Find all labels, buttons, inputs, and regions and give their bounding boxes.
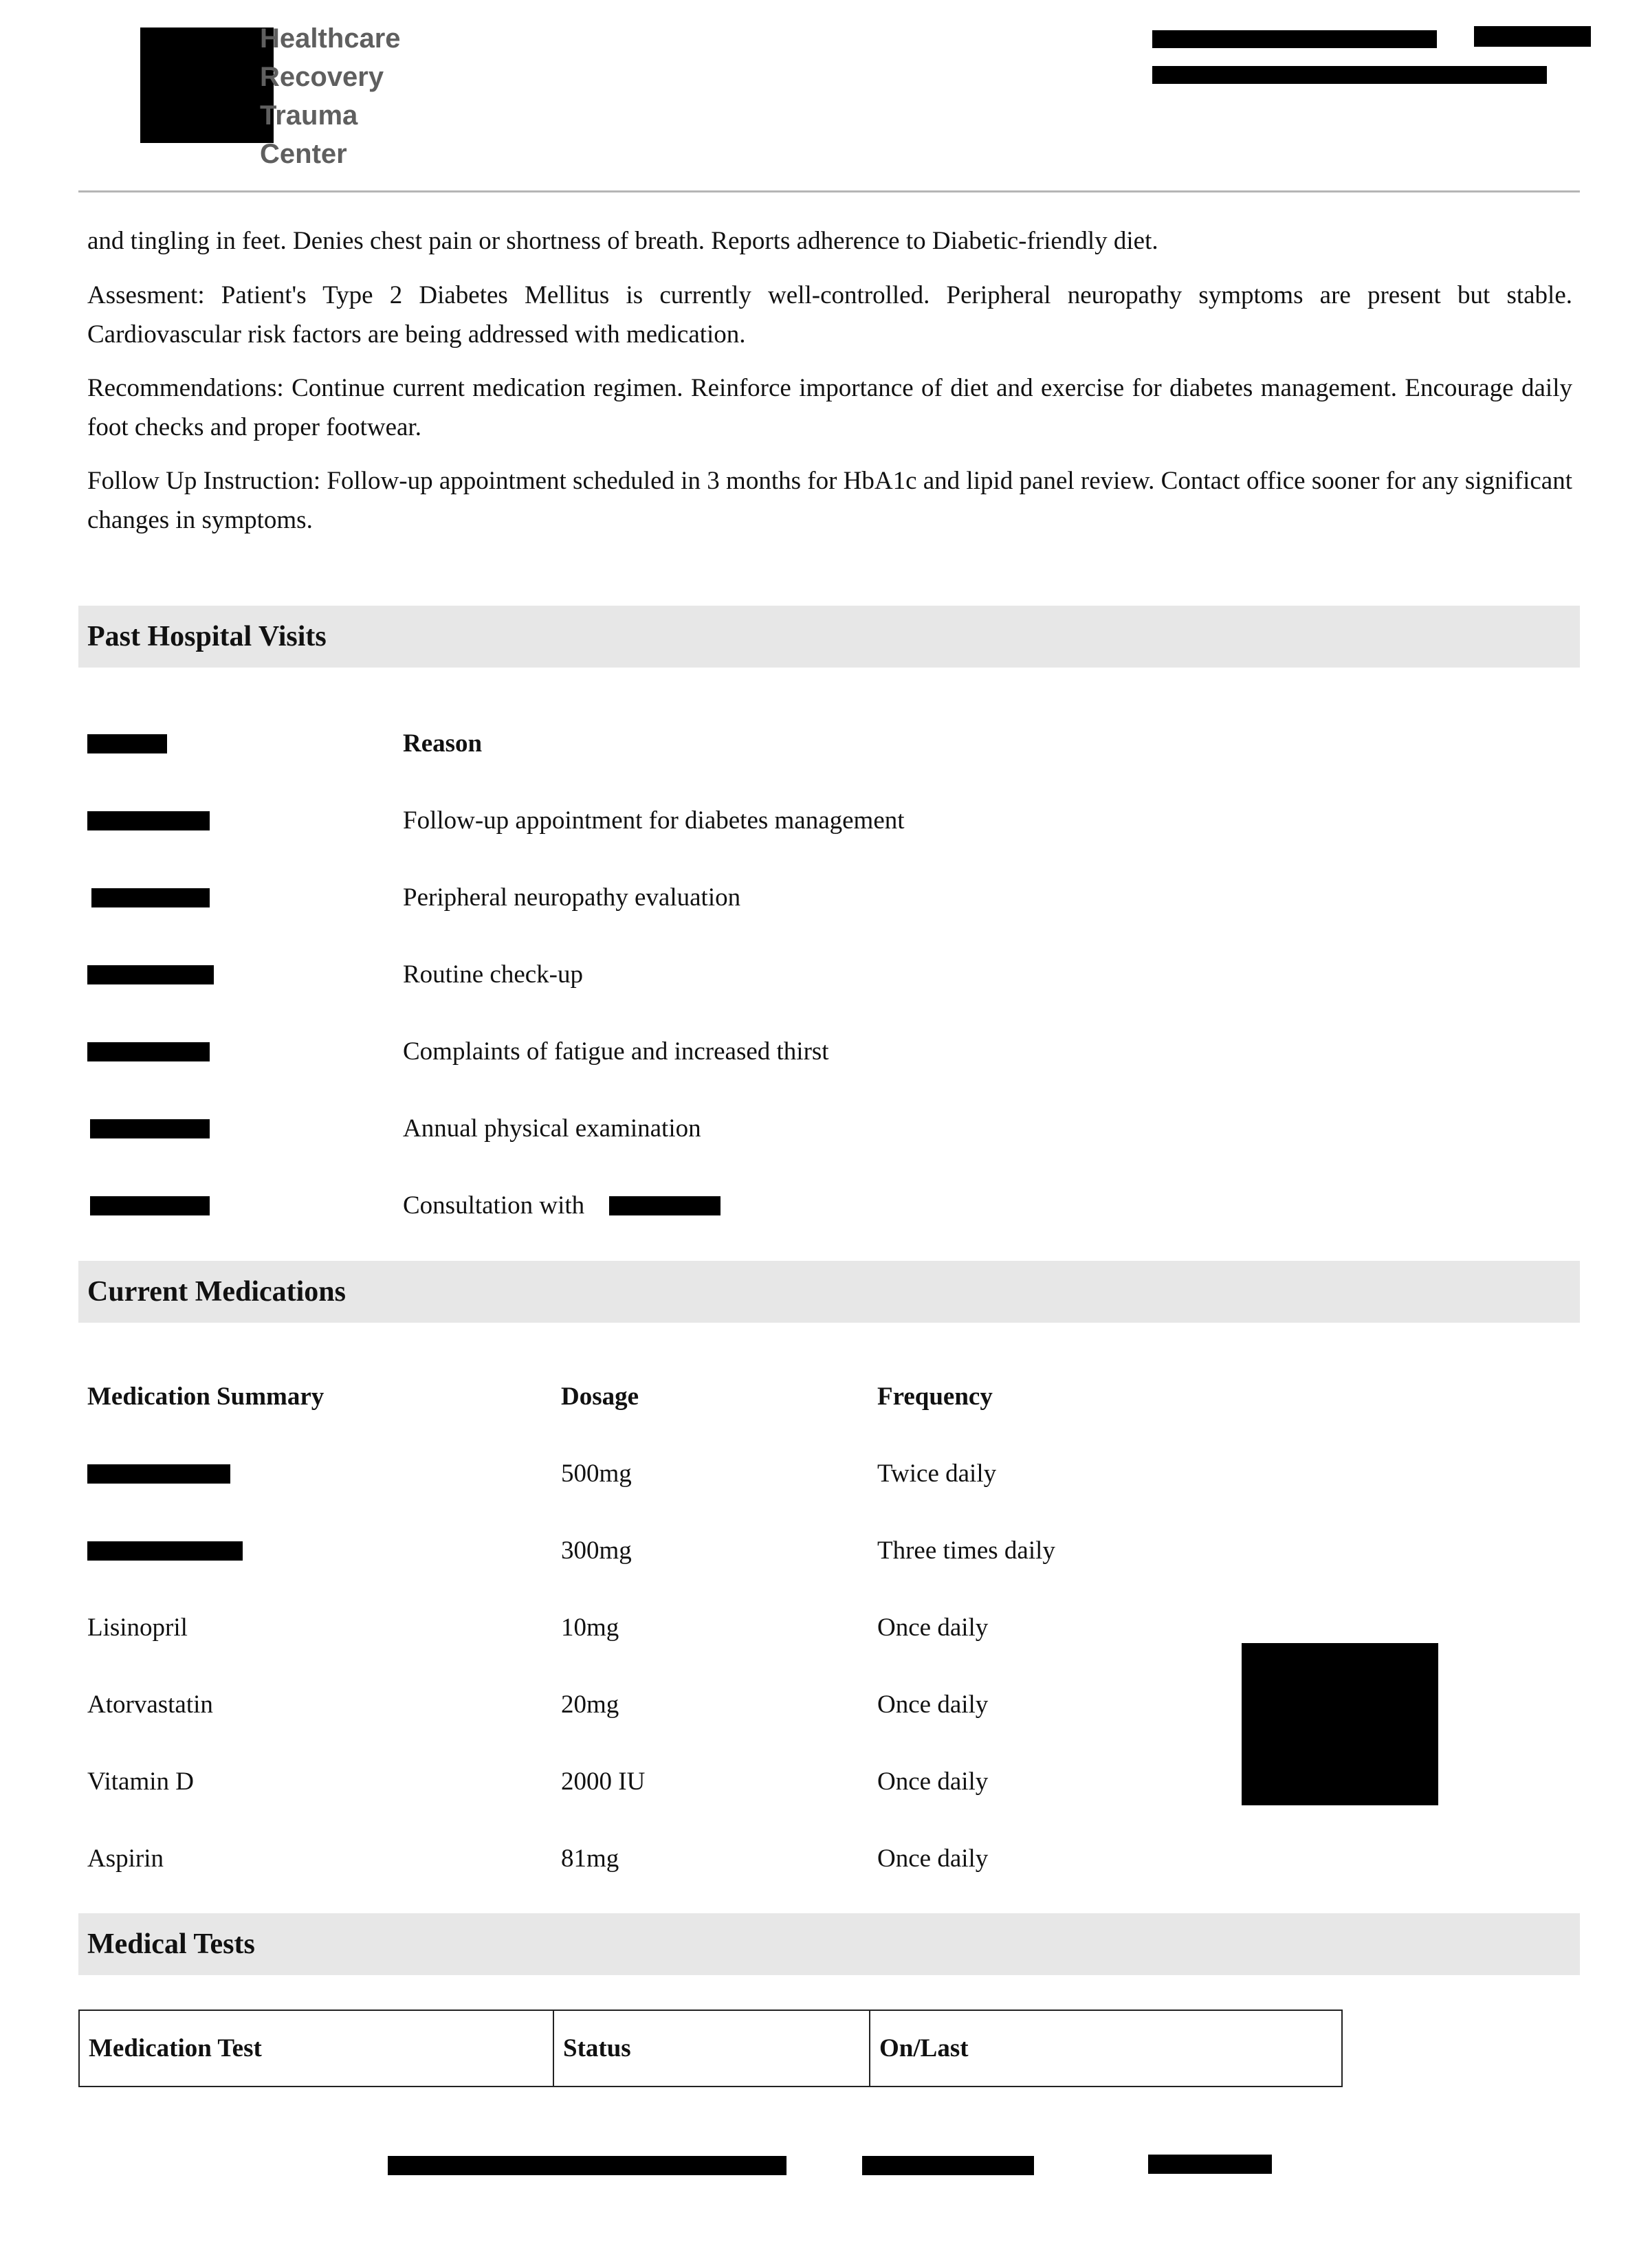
- logo-line: Center: [260, 139, 347, 169]
- visit-reason: Annual physical examination: [403, 1114, 701, 1143]
- medication-name: Atorvastatin: [87, 1691, 213, 1719]
- logo-redacted: [140, 27, 274, 143]
- visit-reason: Routine check-up: [403, 960, 583, 989]
- medication-frequency: Twice daily: [877, 1460, 997, 1488]
- medication-name: Vitamin D: [87, 1768, 195, 1796]
- signature-redacted: [1242, 1643, 1438, 1805]
- follow-up-text: Follow Up Instruction: Follow-up appointment scheduled in 3 months for HbA1c and lipid panel review. Contact office sooner for any significant changes in symptoms.: [87, 467, 1572, 534]
- medication-frequency: Once daily: [877, 1845, 989, 1873]
- medication-dosage: 20mg: [561, 1691, 619, 1719]
- medication-dosage: 500mg: [561, 1460, 632, 1488]
- medication-dosage: 300mg: [561, 1537, 632, 1565]
- recommendations-text: Recommendations: Continue current medication regimen. Reinforce importance of diet and exercise for diabetes management. Encourage daily foot checks and proper footwear.: [87, 374, 1572, 441]
- header-divider: [78, 190, 1580, 192]
- frequency-header: Frequency: [877, 1383, 993, 1411]
- logo-line: Healthcare: [260, 23, 401, 54]
- history-continuation: and tingling in feet. Denies chest pain or shortness of breath. Reports adherence to Diabetic-friendly diet.: [87, 227, 1158, 255]
- visit-date-redacted: [87, 965, 214, 984]
- provider-name-redacted: [1152, 30, 1437, 48]
- medication-name-redacted: [87, 1464, 230, 1484]
- medical-tests-header: [78, 1913, 1580, 1975]
- medication-dosage: 81mg: [561, 1845, 619, 1873]
- visit-date-redacted: [87, 811, 210, 830]
- status-header: Status: [554, 2011, 870, 2086]
- medication-frequency: Once daily: [877, 1614, 989, 1642]
- footer-phone-redacted: [862, 2156, 1034, 2175]
- visit-date-redacted: [87, 1042, 210, 1061]
- section-title: Current Medications: [87, 1276, 346, 1308]
- medication-test-header: Medication Test: [80, 2011, 554, 2086]
- visit-date-redacted: [91, 888, 210, 907]
- section-title: Medical Tests: [87, 1928, 255, 1960]
- medication-name: Lisinopril: [87, 1614, 188, 1642]
- facility-name-redacted: [1152, 66, 1547, 84]
- clinic-logo-text: [260, 19, 401, 173]
- medical-tests-table: [78, 2010, 1343, 2087]
- dosage-header: Dosage: [561, 1383, 639, 1411]
- logo-line: Recovery: [260, 62, 384, 92]
- footer-contact-redacted: [1148, 2155, 1272, 2174]
- medication-frequency: Once daily: [877, 1768, 989, 1796]
- reason-column-header: Reason: [403, 729, 483, 758]
- logo-line: Trauma: [260, 100, 358, 131]
- date-header-redacted: [87, 734, 167, 753]
- medication-frequency: Once daily: [877, 1691, 989, 1719]
- visit-reason: Peripheral neuropathy evaluation: [403, 883, 741, 912]
- report-id-redacted: [1474, 26, 1591, 47]
- visit-reason: Complaints of fatigue and increased thirst: [403, 1037, 829, 1066]
- medication-name-redacted: [87, 1541, 243, 1561]
- on-last-header: On/Last: [879, 2034, 969, 2062]
- visit-reason: Consultation with: [403, 1191, 585, 1220]
- physician-name-redacted: [609, 1196, 720, 1215]
- visit-reason: Follow-up appointment for diabetes management: [403, 806, 905, 835]
- medications-header: [78, 1261, 1580, 1323]
- medication-name: Aspirin: [87, 1845, 164, 1873]
- medication-dosage: 10mg: [561, 1614, 619, 1642]
- assessment-text: Assesment: Patient's Type 2 Diabetes Mellitus is currently well-controlled. Peripheral neuropathy symptoms are present but stable. Cardiovascular risk factors are being addressed with medication.: [87, 281, 1572, 349]
- visit-date-redacted: [90, 1119, 210, 1138]
- visit-date-redacted: [90, 1196, 210, 1215]
- past-visits-header: [78, 606, 1580, 668]
- medication-summary-header: Medication Summary: [87, 1383, 324, 1411]
- section-title: Past Hospital Visits: [87, 621, 327, 652]
- medication-dosage: 2000 IU: [561, 1768, 646, 1796]
- footer-facility-redacted: [388, 2156, 786, 2175]
- medication-frequency: Three times daily: [877, 1537, 1055, 1565]
